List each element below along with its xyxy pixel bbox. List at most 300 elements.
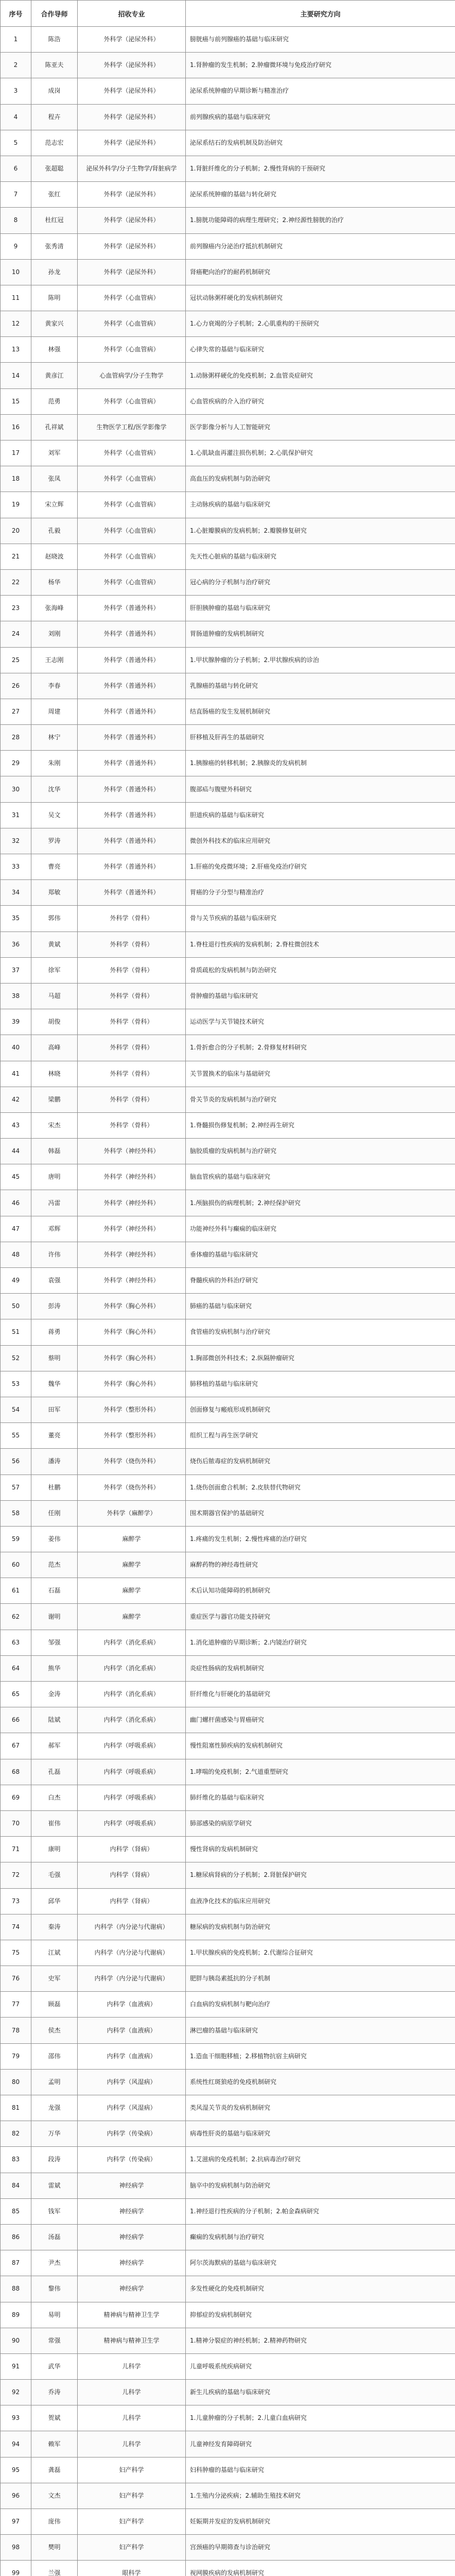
row-index: 73: [1, 1888, 31, 1914]
research-direction: 冠状动脉粥样硬化的发病机制研究: [186, 285, 455, 311]
research-direction: 多发性硬化的免疫机制研究: [186, 2276, 455, 2302]
research-direction: 泌尿系统肿瘤的基础与转化研究: [186, 182, 455, 208]
research-direction: 泌尿系统肿瘤的早期诊断与精准治疗: [186, 78, 455, 104]
major: 外科学（泌尿外科）: [78, 233, 186, 259]
row-index: 96: [1, 2483, 31, 2509]
research-direction: 白血病的发病机制与靶向治疗: [186, 1992, 455, 2018]
row-index: 32: [1, 828, 31, 854]
major: 内科学（消化系病）: [78, 1655, 186, 1681]
research-direction: 食管癌的发病机制与治疗研究: [186, 1319, 455, 1345]
table-row: [1, 544, 455, 569]
row-index: 90: [1, 2328, 31, 2353]
table-row: [1, 854, 455, 880]
supervisor-name: 江斌: [31, 1940, 78, 1965]
major: 外科学（烧伤外科）: [78, 1475, 186, 1500]
major: 内科学（肾病）: [78, 1888, 186, 1914]
header-index: 序号: [1, 1, 31, 27]
table-row: [1, 1139, 455, 1164]
major: 外科学（骨科）: [78, 1112, 186, 1138]
supervisor-name: 钱军: [31, 2198, 78, 2224]
row-index: 39: [1, 1009, 31, 1035]
major: 外科学（骨科）: [78, 957, 186, 983]
table-row: [1, 1268, 455, 1294]
major: 外科学（骨科）: [78, 1009, 186, 1035]
table-row: [1, 2328, 455, 2353]
row-index: 79: [1, 2043, 31, 2069]
research-direction: 冠心病的分子机制与治疗研究: [186, 569, 455, 595]
row-index: 33: [1, 854, 31, 880]
supervisor-name: 唐明: [31, 1164, 78, 1190]
major: 外科学（心血管病）: [78, 285, 186, 311]
row-index: 27: [1, 699, 31, 724]
major: 内科学（呼吸系病）: [78, 1733, 186, 1759]
research-direction: 1.神经退行性疾病的分子机制；2.帕金森病研究: [186, 2198, 455, 2224]
supervisor-name: 张超聪: [31, 156, 78, 181]
row-index: 69: [1, 1785, 31, 1810]
row-index: 68: [1, 1759, 31, 1785]
table-row: [1, 1475, 455, 1500]
research-direction: 血液净化技术的临床应用研究: [186, 1888, 455, 1914]
table-row: [1, 1035, 455, 1061]
supervisor-name: 王志刚: [31, 647, 78, 673]
table-row: [1, 233, 455, 259]
table-row: [1, 621, 455, 647]
supervisor-name: 段涛: [31, 2147, 78, 2173]
supervisor-name: 吴文: [31, 802, 78, 828]
row-index: 13: [1, 337, 31, 363]
major: 外科学（普通外科）: [78, 854, 186, 880]
major: 外科学（普通外科）: [78, 647, 186, 673]
research-direction: 儿童神经发育障碍研究: [186, 2431, 455, 2457]
major: 外科学（骨科）: [78, 983, 186, 1009]
research-direction: 1.肝癌的免疫微环境；2.肝癌免疫治疗研究: [186, 854, 455, 880]
row-index: 3: [1, 78, 31, 104]
major: 外科学（普通外科）: [78, 725, 186, 751]
table-row: [1, 751, 455, 776]
table-row: [1, 957, 455, 983]
table-row: [1, 1682, 455, 1707]
supervisor-name: 孔祥斌: [31, 414, 78, 440]
row-index: 63: [1, 1630, 31, 1655]
research-direction: 1.肾脏纤维化的分子机制；2.慢性肾病的干预研究: [186, 156, 455, 181]
row-index: 24: [1, 621, 31, 647]
major: 外科学（骨科）: [78, 1087, 186, 1112]
row-index: 34: [1, 880, 31, 906]
research-direction: 关节置换术的临床与基础研究: [186, 1061, 455, 1087]
supervisor-name: 罗涛: [31, 828, 78, 854]
research-direction: 1.生殖内分泌疾病；2.辅助生殖技术研究: [186, 2483, 455, 2509]
major: 泌尿外科学/分子生物学/肾脏病学: [78, 156, 186, 181]
row-index: 12: [1, 311, 31, 337]
supervisor-name: 孔磊: [31, 1759, 78, 1785]
research-direction: 新生儿疾病的基础与临床研究: [186, 2380, 455, 2405]
research-direction: 1.烧伤创面愈合机制；2.皮肤替代物研究: [186, 1475, 455, 1500]
research-direction: 肾癌靶向治疗的耐药机制研究: [186, 259, 455, 285]
supervisor-name: 刘刚: [31, 621, 78, 647]
table-row: [1, 2018, 455, 2043]
table-row: [1, 2535, 455, 2561]
major: 外科学（心血管病）: [78, 388, 186, 414]
supervisor-name: 黄斌: [31, 931, 78, 957]
research-direction: 1.疼痛的发生机制；2.慢性疼痛的治疗研究: [186, 1526, 455, 1552]
supervisor-name: 陈明: [31, 285, 78, 311]
table-row: [1, 1888, 455, 1914]
supervisor-name: 高峰: [31, 1035, 78, 1061]
table-row: [1, 1397, 455, 1422]
supervisor-name: 郝军: [31, 1733, 78, 1759]
row-index: 51: [1, 1319, 31, 1345]
row-index: 22: [1, 569, 31, 595]
major: 外科学（普通外科）: [78, 880, 186, 906]
supervisor-name: 魏华: [31, 1371, 78, 1397]
major: 内科学（血液病）: [78, 2018, 186, 2043]
major: 儿科学: [78, 2405, 186, 2431]
row-index: 36: [1, 931, 31, 957]
supervisor-name: 林晓: [31, 1061, 78, 1087]
row-index: 77: [1, 1992, 31, 2018]
supervisor-name: 潘涛: [31, 1449, 78, 1475]
research-direction: 1.甲状腺肿瘤的分子机制；2.甲状腺疾病的诊治: [186, 647, 455, 673]
table-row: [1, 1345, 455, 1371]
major: 内科学（风湿病）: [78, 2069, 186, 2095]
major: 妇产科学: [78, 2457, 186, 2483]
supervisor-name: 庞伟: [31, 2509, 78, 2535]
row-index: 15: [1, 388, 31, 414]
table-row: [1, 182, 455, 208]
supervisor-name: 韩磊: [31, 1139, 78, 1164]
supervisor-name: 武华: [31, 2353, 78, 2379]
research-direction: 肺纤维化的基础与临床研究: [186, 1785, 455, 1810]
major: 内科学（消化系病）: [78, 1630, 186, 1655]
table-row: [1, 1940, 455, 1965]
supervisor-name: 沈华: [31, 776, 78, 802]
research-direction: 创面修复与瘢痕形成机制研究: [186, 1397, 455, 1422]
research-direction: 1.糖尿病肾病的分子机制；2.肾脏保护研究: [186, 1862, 455, 1888]
research-direction: 1.颅脑损伤的病理机制；2.神经保护研究: [186, 1190, 455, 1216]
major: 外科学（泌尿外科）: [78, 130, 186, 156]
major: 外科学（泌尿外科）: [78, 208, 186, 233]
table-row: [1, 363, 455, 388]
table-row: [1, 569, 455, 595]
row-index: 16: [1, 414, 31, 440]
table-row: [1, 2250, 455, 2276]
major: 外科学（泌尿外科）: [78, 78, 186, 104]
major: 麻醉学: [78, 1578, 186, 1604]
supervisor-name: 杨华: [31, 569, 78, 595]
table-row: [1, 1707, 455, 1733]
table-row: [1, 1759, 455, 1785]
research-direction: 1.儿童肿瘤的分子机制；2.儿童白血病研究: [186, 2405, 455, 2431]
supervisor-name: 毛强: [31, 1862, 78, 1888]
research-direction: 脑卒中的发病机制与防治研究: [186, 2173, 455, 2198]
row-index: 99: [1, 2561, 31, 2576]
table-row: [1, 1552, 455, 1578]
table-row: [1, 673, 455, 699]
table-row: [1, 156, 455, 181]
supervisor-name: 杜红冠: [31, 208, 78, 233]
table-row: [1, 130, 455, 156]
table-row: [1, 2121, 455, 2147]
research-direction: 脊髓疾病的外科治疗研究: [186, 1268, 455, 1294]
table-row: [1, 414, 455, 440]
research-direction: 1.哮喘的免疫机制；2.气道重塑研究: [186, 1759, 455, 1785]
supervisor-name: 樊明: [31, 2535, 78, 2561]
row-index: 21: [1, 544, 31, 569]
row-index: 55: [1, 1423, 31, 1449]
row-index: 56: [1, 1449, 31, 1475]
major: 外科学（心血管病）: [78, 492, 186, 518]
research-direction: 胃肠道肿瘤的发病机制研究: [186, 621, 455, 647]
row-index: 31: [1, 802, 31, 828]
table-row: [1, 2483, 455, 2509]
supervisor-name: 邱华: [31, 1888, 78, 1914]
research-direction: 慢性阻塞性肺疾病的发病机制研究: [186, 1733, 455, 1759]
supervisor-name: 常强: [31, 2328, 78, 2353]
supervisor-name: 许伟: [31, 1242, 78, 1267]
research-direction: 1.造血干细胞移植；2.移植物抗宿主病研究: [186, 2043, 455, 2069]
supervisor-name: 董亮: [31, 1423, 78, 1449]
table-row: [1, 802, 455, 828]
major: 内科学（内分泌与代谢病）: [78, 1966, 186, 1992]
research-direction: 肥胖与胰岛素抵抗的分子机制: [186, 1966, 455, 1992]
major: 外科学（普通外科）: [78, 699, 186, 724]
supervisor-name: 秦涛: [31, 1914, 78, 1940]
research-direction: 结直肠癌的发生发展机制研究: [186, 699, 455, 724]
supervisor-name: 宋立辉: [31, 492, 78, 518]
research-direction: 幽门螺杆菌感染与胃癌研究: [186, 1707, 455, 1733]
table-row: [1, 725, 455, 751]
research-direction: 癫痫的发病机制与治疗研究: [186, 2224, 455, 2250]
table-row: [1, 2561, 455, 2576]
major: 内科学（肾病）: [78, 1862, 186, 1888]
table-row: [1, 1914, 455, 1940]
row-index: 2: [1, 53, 31, 78]
table-row: [1, 2173, 455, 2198]
row-index: 9: [1, 233, 31, 259]
table-row: [1, 1578, 455, 1604]
research-direction: 肝纤维化与肝硬化的基础研究: [186, 1682, 455, 1707]
row-index: 50: [1, 1294, 31, 1319]
table-row: [1, 1655, 455, 1681]
supervisor-name: 贺斌: [31, 2405, 78, 2431]
major: 外科学（神经外科）: [78, 1216, 186, 1242]
table-row: [1, 596, 455, 621]
row-index: 18: [1, 466, 31, 492]
research-direction: 1.心肌缺血再灌注损伤机制；2.心肌保护研究: [186, 440, 455, 466]
supervisor-name: 林强: [31, 337, 78, 363]
row-index: 28: [1, 725, 31, 751]
research-direction: 肺移植的基础与临床研究: [186, 1371, 455, 1397]
supervisor-name: 孟明: [31, 2069, 78, 2095]
major: 神经病学: [78, 2250, 186, 2276]
major: 外科学（神经外科）: [78, 1242, 186, 1267]
research-direction: 妊娠期并发症的发病机制研究: [186, 2509, 455, 2535]
table-row: [1, 1785, 455, 1810]
row-index: 93: [1, 2405, 31, 2431]
row-index: 74: [1, 1914, 31, 1940]
table-row: [1, 2276, 455, 2302]
research-direction: 抑郁症的发病机制研究: [186, 2302, 455, 2328]
research-direction: 医学影像分析与人工智能研究: [186, 414, 455, 440]
research-direction: 肺癌的基础与临床研究: [186, 1294, 455, 1319]
row-index: 49: [1, 1268, 31, 1294]
major: 心血管病学/分子生物学: [78, 363, 186, 388]
supervisor-name: 马超: [31, 983, 78, 1009]
supervisor-name: 林宁: [31, 725, 78, 751]
supervisor-name: 黄家兴: [31, 311, 78, 337]
table-row: [1, 1242, 455, 1267]
table-row: [1, 699, 455, 724]
research-direction: 儿童呼吸系统疾病研究: [186, 2353, 455, 2379]
supervisor-name: 周建: [31, 699, 78, 724]
major: 外科学（普通外科）: [78, 751, 186, 776]
table-row: [1, 27, 455, 53]
research-direction: 胃癌的分子分型与精准治疗: [186, 880, 455, 906]
supervisor-name: 邵伟: [31, 2043, 78, 2069]
table-row: [1, 466, 455, 492]
research-direction: 前列腺疾病的基础与临床研究: [186, 104, 455, 130]
major: 外科学（胸心外科）: [78, 1371, 186, 1397]
row-index: 6: [1, 156, 31, 181]
table-row: [1, 1087, 455, 1112]
row-index: 48: [1, 1242, 31, 1267]
supervisor-name: 兰强: [31, 2561, 78, 2576]
row-index: 61: [1, 1578, 31, 1604]
major: 外科学（胸心外科）: [78, 1294, 186, 1319]
research-direction: 心律失常的基础与临床研究: [186, 337, 455, 363]
supervisor-name: 崔伟: [31, 1810, 78, 1836]
table-row: [1, 931, 455, 957]
supervisor-name: 陈浩: [31, 27, 78, 53]
supervisor-name: 刘军: [31, 440, 78, 466]
supervisor-name: 谢明: [31, 1604, 78, 1630]
supervisor-name: 杜鹏: [31, 1475, 78, 1500]
table-row: [1, 337, 455, 363]
major: 外科学（神经外科）: [78, 1268, 186, 1294]
major: 外科学（普通外科）: [78, 596, 186, 621]
row-index: 4: [1, 104, 31, 130]
research-direction: 肺部感染的病原学研究: [186, 1810, 455, 1836]
row-index: 88: [1, 2276, 31, 2302]
table-row: [1, 1009, 455, 1035]
supervisor-name: 成岗: [31, 78, 78, 104]
row-index: 89: [1, 2302, 31, 2328]
row-index: 29: [1, 751, 31, 776]
major: 外科学（普通外科）: [78, 776, 186, 802]
row-index: 86: [1, 2224, 31, 2250]
research-direction: 妇科肿瘤的基础与临床研究: [186, 2457, 455, 2483]
major: 麻醉学: [78, 1526, 186, 1552]
research-direction: 淋巴瘤的基础与临床研究: [186, 2018, 455, 2043]
supervisor-name: 孔毅: [31, 518, 78, 544]
row-index: 70: [1, 1810, 31, 1836]
row-index: 58: [1, 1500, 31, 1526]
row-index: 53: [1, 1371, 31, 1397]
major: 妇产科学: [78, 2509, 186, 2535]
header-major: 招收专业: [78, 1, 186, 27]
table-row: [1, 78, 455, 104]
major: 外科学（整形外科）: [78, 1423, 186, 1449]
research-direction: 泌尿系结石的发病机制及防治研究: [186, 130, 455, 156]
row-index: 65: [1, 1682, 31, 1707]
supervisor-name: 宋杰: [31, 1112, 78, 1138]
table-row: [1, 906, 455, 931]
table-row: [1, 2069, 455, 2095]
major: 内科学（内分泌与代谢病）: [78, 1914, 186, 1940]
supervisor-name: 史军: [31, 1966, 78, 1992]
table-row: [1, 1862, 455, 1888]
table-row: [1, 1500, 455, 1526]
major: 外科学（泌尿外科）: [78, 182, 186, 208]
major: 麻醉学: [78, 1604, 186, 1630]
table-row: [1, 1966, 455, 1992]
major: 内科学（风湿病）: [78, 2095, 186, 2121]
row-index: 52: [1, 1345, 31, 1371]
major: 外科学（骨科）: [78, 906, 186, 931]
row-index: 72: [1, 1862, 31, 1888]
supervisor-name: 陈亚夫: [31, 53, 78, 78]
major: 外科学（骨科）: [78, 1035, 186, 1061]
major: 外科学（心血管病）: [78, 518, 186, 544]
research-direction: 膀胱癌与前列腺癌的基础与临床研究: [186, 27, 455, 53]
table-row: [1, 2224, 455, 2250]
major: 外科学（整形外科）: [78, 1397, 186, 1422]
table-row: [1, 1294, 455, 1319]
major: 神经病学: [78, 2224, 186, 2250]
row-index: 47: [1, 1216, 31, 1242]
row-index: 67: [1, 1733, 31, 1759]
supervisor-name: 金涛: [31, 1682, 78, 1707]
row-index: 25: [1, 647, 31, 673]
row-index: 84: [1, 2173, 31, 2198]
row-index: 37: [1, 957, 31, 983]
table-row: [1, 1216, 455, 1242]
supervisor-name: 陆斌: [31, 1707, 78, 1733]
major: 外科学（心血管病）: [78, 466, 186, 492]
major: 内科学（消化系病）: [78, 1707, 186, 1733]
research-direction: 骨关节炎的发病机制与治疗研究: [186, 1087, 455, 1112]
supervisor-name: 袁强: [31, 1268, 78, 1294]
major: 外科学（胸心外科）: [78, 1319, 186, 1345]
research-direction: 系统性红斑狼疮的免疫机制研究: [186, 2069, 455, 2095]
supervisor-name: 邓辉: [31, 1216, 78, 1242]
row-index: 7: [1, 182, 31, 208]
table-row: [1, 2353, 455, 2379]
major: 儿科学: [78, 2353, 186, 2379]
research-direction: 1.消化道肿瘤的早期诊断；2.内镜治疗研究: [186, 1630, 455, 1655]
research-direction: 1.胸部微创外科技术；2.纵隔肿瘤研究: [186, 1345, 455, 1371]
major: 外科学（烧伤外科）: [78, 1449, 186, 1475]
major: 内科学（呼吸系病）: [78, 1785, 186, 1810]
research-direction: 1.膀胱功能障碍的病理生理研究；2.神经源性膀胱的治疗: [186, 208, 455, 233]
table-row: [1, 1630, 455, 1655]
supervisor-name: 文杰: [31, 2483, 78, 2509]
supervisor-name: 朱刚: [31, 751, 78, 776]
supervisor-name: 赖军: [31, 2431, 78, 2457]
research-direction: 1.脊柱退行性疾病的发病机制；2.脊柱微创技术: [186, 931, 455, 957]
major: 外科学（心血管病）: [78, 337, 186, 363]
row-index: 46: [1, 1190, 31, 1216]
table-row: [1, 1423, 455, 1449]
research-direction: 主动脉疾病的基础与临床研究: [186, 492, 455, 518]
supervisor-name: 姜伟: [31, 1526, 78, 1552]
row-index: 59: [1, 1526, 31, 1552]
research-direction: 垂体瘤的基础与临床研究: [186, 1242, 455, 1267]
major: 外科学（普通外科）: [78, 621, 186, 647]
major: 外科学（泌尿外科）: [78, 53, 186, 78]
major: 儿科学: [78, 2431, 186, 2457]
supervisor-name: 曹亮: [31, 854, 78, 880]
